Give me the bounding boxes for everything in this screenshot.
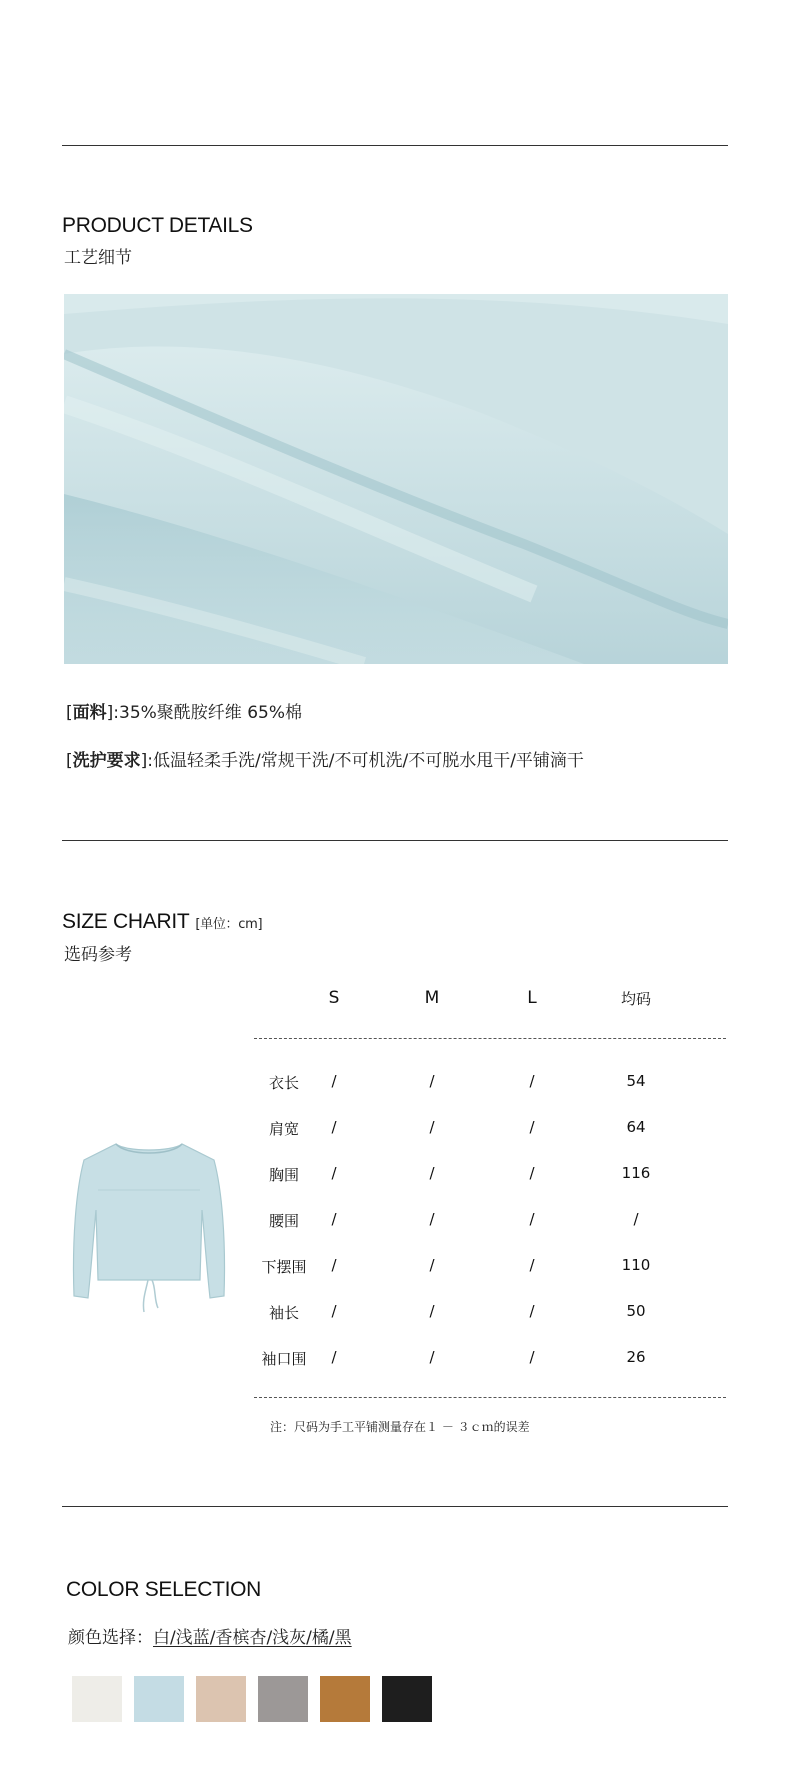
size-subtitle: 选码参考	[64, 945, 132, 965]
color-swatch[interactable]	[72, 1676, 122, 1722]
size-row-label: 胸围	[268, 1166, 299, 1184]
size-cell: /	[529, 1210, 535, 1228]
care-value: 低温轻柔手洗/常规干洗/不可机洗/不可脱水甩干/平铺滴干	[153, 751, 584, 771]
size-cell: /	[429, 1256, 435, 1274]
fabric-value: 35%聚酰胺纤维 65%棉	[119, 703, 302, 723]
size-title-text: SIZE CHARIT	[62, 910, 190, 933]
size-row-label: 肩宽	[268, 1120, 299, 1138]
size-row-label: 衣长	[268, 1074, 299, 1092]
size-row-label: 腰围	[268, 1212, 299, 1230]
fabric-photo	[64, 294, 728, 664]
details-subtitle: 工艺细节	[64, 248, 132, 268]
size-cell: /	[331, 1210, 337, 1228]
shirt-illustration	[64, 1130, 234, 1320]
size-cell: /	[529, 1164, 535, 1182]
care-label: 洗护要求	[72, 751, 141, 771]
color-options: 白/浅蓝/香槟杏/浅灰/橘/黑	[153, 1628, 352, 1648]
size-cell: /	[529, 1072, 535, 1090]
color-title: COLOR SELECTION	[66, 1578, 262, 1601]
color-swatch[interactable]	[134, 1676, 184, 1722]
fabric-info: [面料]:35%聚酰胺纤维 65%棉	[66, 703, 302, 723]
size-unit: [单位：cm]	[195, 917, 263, 932]
fabric-folds	[64, 294, 728, 664]
size-row-label: 下摆围	[261, 1258, 307, 1276]
size-col-header: M	[424, 988, 440, 1008]
size-col-header: 均码	[620, 990, 651, 1008]
size-cell: /	[331, 1164, 337, 1182]
size-cell: /	[429, 1072, 435, 1090]
size-cell: /	[331, 1348, 337, 1366]
size-table-bottom-rule	[254, 1397, 726, 1398]
middle-divider	[62, 840, 728, 841]
color-selection	[68, 1623, 352, 1648]
size-cell: /	[529, 1256, 535, 1274]
size-cell: /	[331, 1118, 337, 1136]
size-cell: 64	[626, 1118, 646, 1136]
size-cell: /	[429, 1302, 435, 1320]
size-cell: /	[633, 1210, 639, 1228]
size-cell: /	[429, 1348, 435, 1366]
size-row-label: 袖长	[268, 1304, 299, 1322]
details-title: PRODUCT DETAILS	[62, 214, 253, 237]
size-cell: /	[331, 1256, 337, 1274]
size-cell: /	[429, 1164, 435, 1182]
size-cell: /	[429, 1118, 435, 1136]
size-cell: /	[331, 1072, 337, 1090]
color-swatch[interactable]	[196, 1676, 246, 1722]
color-swatch[interactable]	[382, 1676, 432, 1722]
top-divider	[62, 145, 728, 146]
size-table-top-rule	[254, 1038, 726, 1039]
size-cell: 110	[621, 1256, 651, 1274]
size-cell: /	[331, 1302, 337, 1320]
size-col-header: S	[328, 988, 340, 1008]
size-row-label: 袖口围	[261, 1350, 307, 1368]
care-info: [洗护要求]:低温轻柔手洗/常规干洗/不可机洗/不可脱水甩干/平铺滴干	[66, 751, 584, 771]
size-cell: /	[529, 1118, 535, 1136]
fabric-label: 面料	[72, 703, 107, 723]
size-cell: 54	[626, 1072, 646, 1090]
size-title	[62, 910, 262, 934]
size-cell: /	[529, 1302, 535, 1320]
color-swatch[interactable]	[258, 1676, 308, 1722]
color-swatch[interactable]	[320, 1676, 370, 1722]
size-cell: 50	[626, 1302, 646, 1320]
size-cell: /	[429, 1210, 435, 1228]
size-cell: 26	[626, 1348, 646, 1366]
bottom-divider	[62, 1506, 728, 1507]
size-col-header: L	[527, 988, 537, 1008]
size-note: 注：尺码为手工平铺测量存在１ － ３ｃｍ的误差	[270, 1420, 530, 1434]
size-cell: /	[529, 1348, 535, 1366]
color-label: 颜色选择：	[68, 1628, 153, 1648]
size-cell: 116	[621, 1164, 651, 1182]
